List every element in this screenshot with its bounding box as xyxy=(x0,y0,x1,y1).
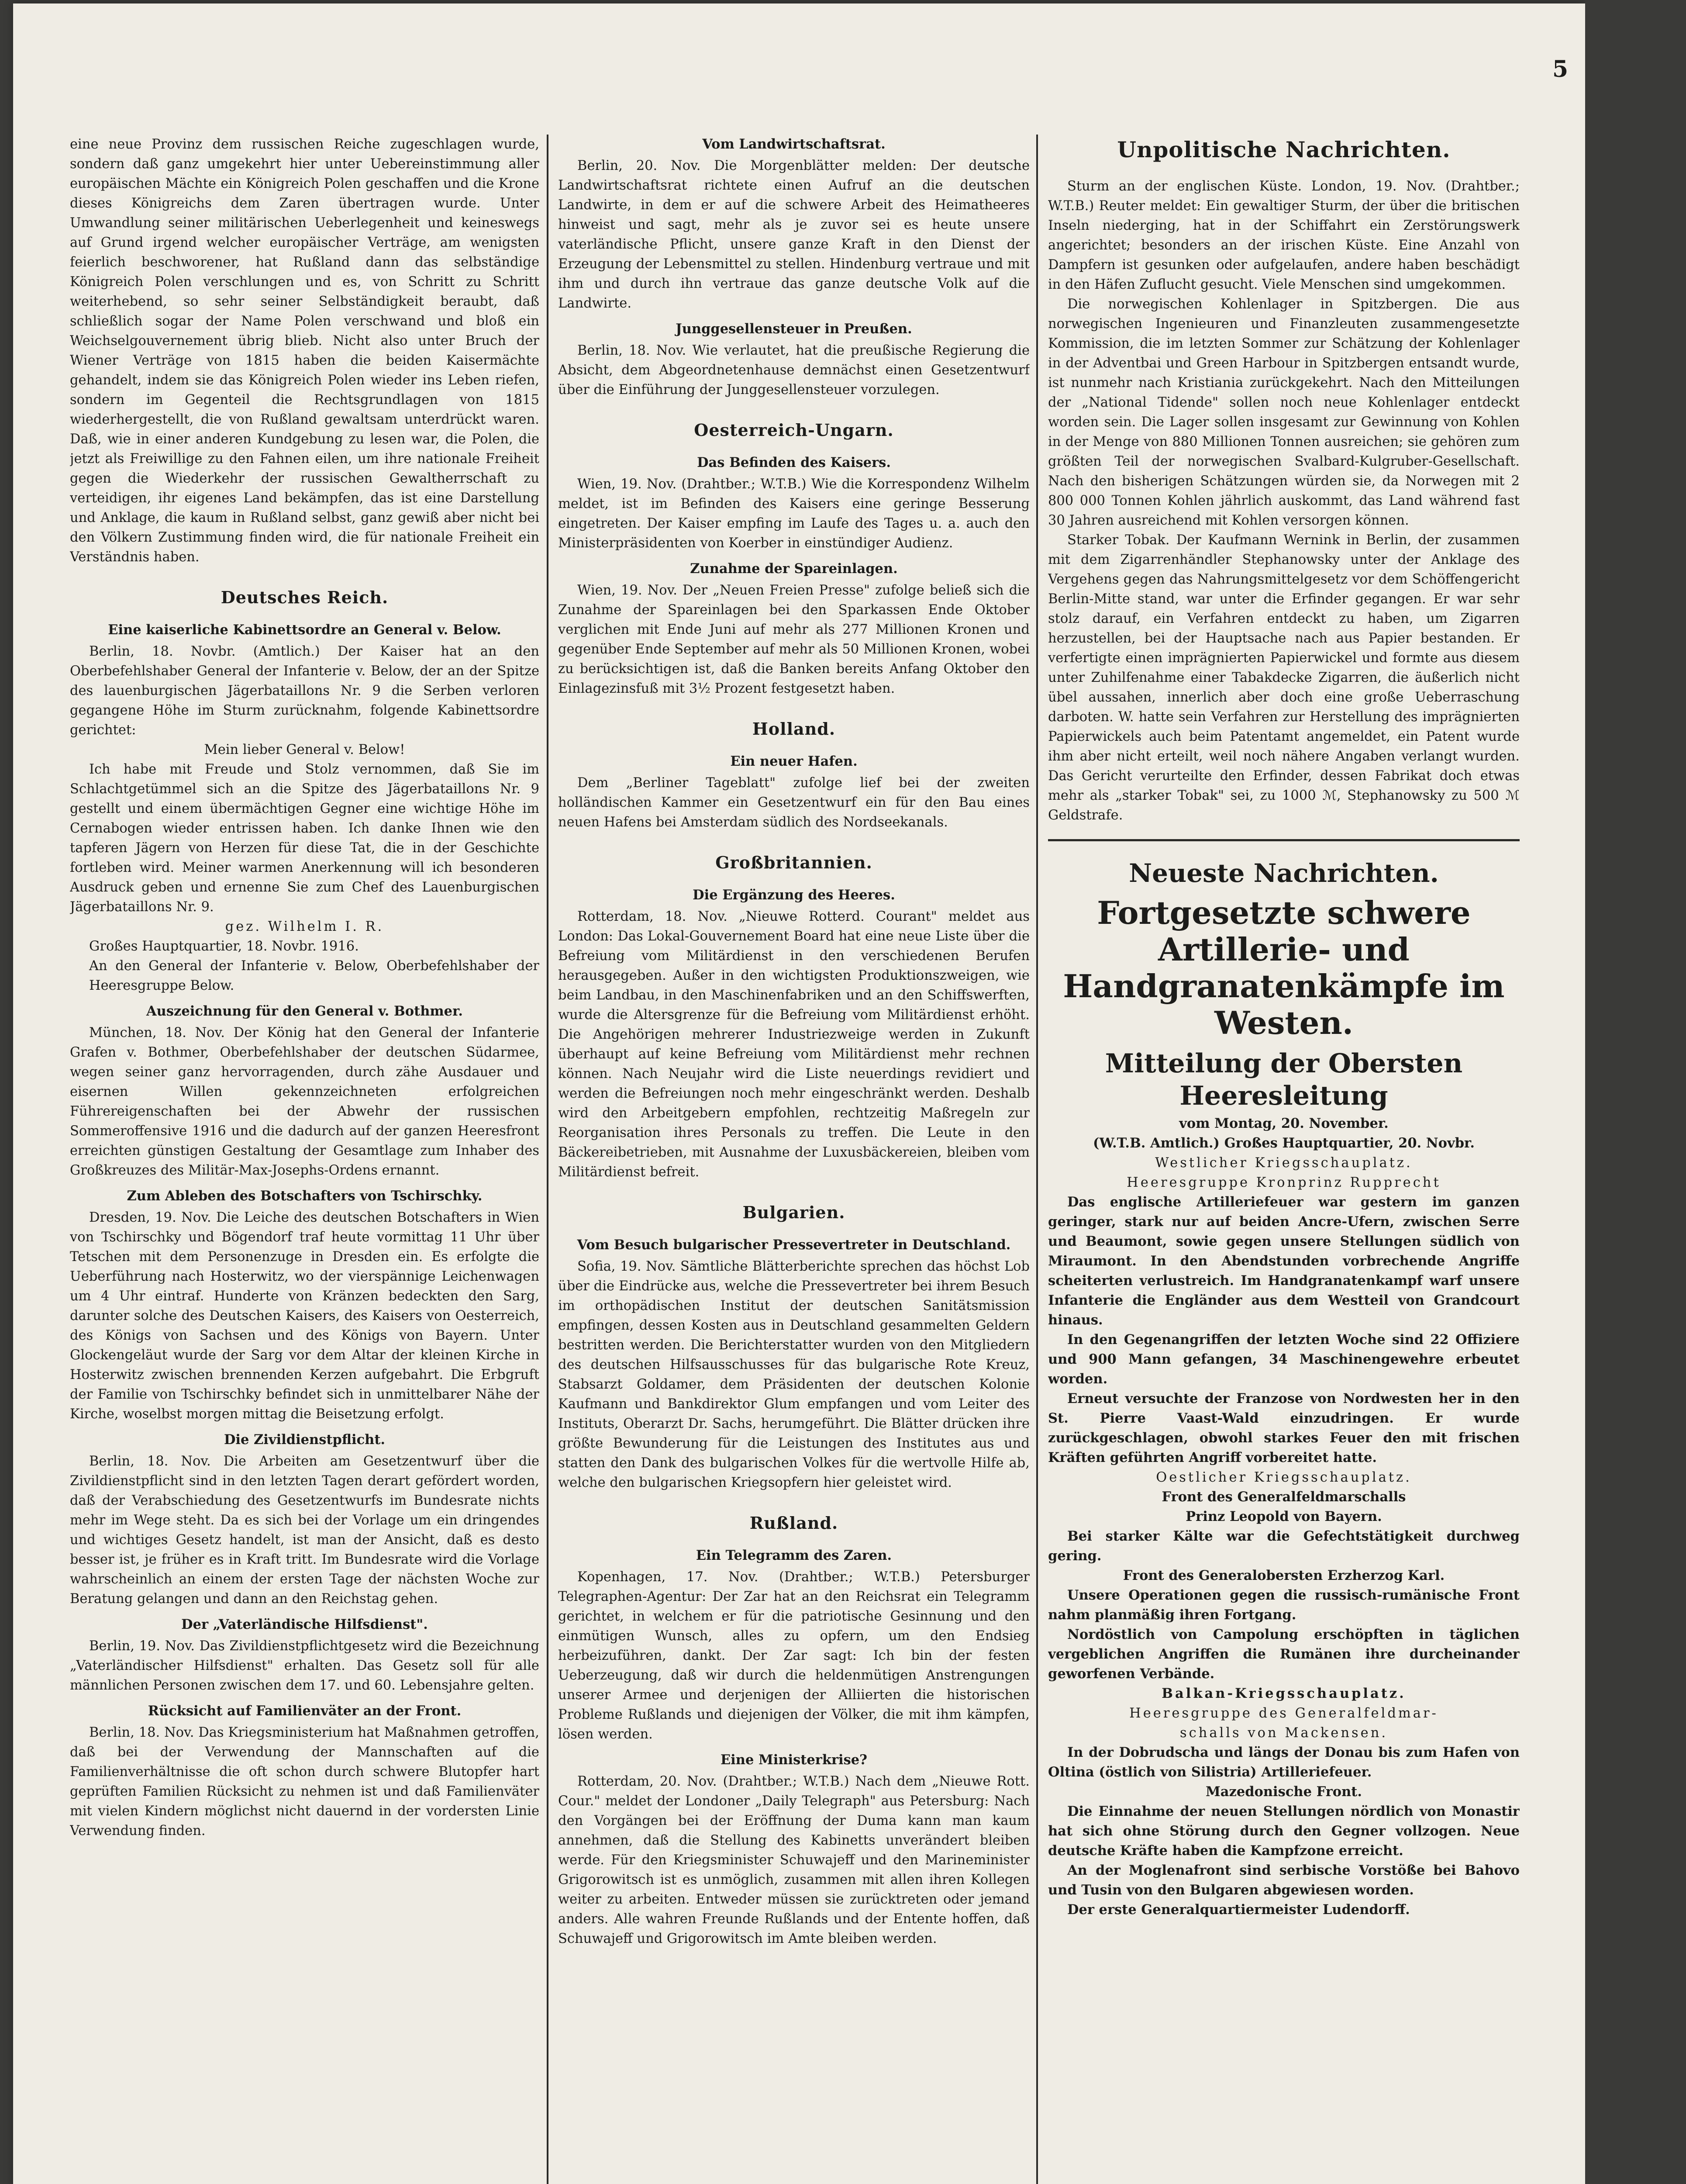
theater-heading: Balkan-Kriegsschauplatz. xyxy=(1162,1686,1406,1701)
article-text: Dresden, 19. Nov. Die Leiche des deutschen Botschafters in Wien von Tschirschky und Bögendorf traf heute vormittag 11 Uhr über Tetschen mit dem Personenzuge in Dresden ein. Es erfolgte die Ueberführung nach Hosterwitz, wo der vierspännige Leichenwagen um 4 Uhr eintraf. Hunderte von Kränzen bedeckten den Sarg, darunter solche des Deutschen Kaisers, des Kaisers von Oesterreich, des Königs von Sachsen und des Königs von Bayern. Unter Glockengeläut wurde der Sarg vor dem Altar der kleinen Kirche in Hosterwitz zwischen brennenden Kerzen aufgebahrt. Die Erbgruft der Familie von Tschirschky befindet sich in unmittelbarer Nähe der Kirche, woselbst morgen mittag die Beisetzung erfolgt. xyxy=(70,1210,539,1422)
section-heading: Holland. xyxy=(752,719,836,739)
article-text: Rotterdam, 18. Nov. „Nieuwe Rotterd. Courant" meldet aus London: Das Lokal-Gouvernement Board hat eine neue Liste über die Befreiung vom Militärdienst in den verschiedenen Berufen herausgegeben. Außer in den wichtigsten Produktionszweigen, wie beim Landbau, in den Maschinenfabriken und an den Schiffswerften, wurde die Altersgrenze für die Befreiung vom Militärdienst erhöht. Die Angehörigen mehrerer Industriezweige werden in Zukunft überhaupt auf keine Befreiung vom Militärdienst mehr rechnen können. Nach Neujahr wird die Liste neuerdings revidiert und werden die Befreiungen noch mehr eingeschränkt werden. Deshalb wird den Arbeitgebern empfohlen, rechtzeitig Maßregeln zur Reorganisation ihres Personals zu treffen. Die Leute in den Bäckereibetrieben, mit Ausnahme der Luxusbäckereien, bleiben vom Militärdienst befreit. xyxy=(558,909,1030,1180)
theater-heading: Mazedonische Front. xyxy=(1205,1784,1362,1800)
column-2 xyxy=(558,135,1030,2184)
article-text: An den General der Infanterie v. Below, Oberbefehlshaber der Heeresgruppe Below. xyxy=(89,958,539,993)
article-heading: Zunahme der Spareinlagen. xyxy=(690,561,898,577)
article-text: Dem „Berliner Tageblatt" zufolge lief bei der zweiten holländischen Kammer ein Gesetzentwurf ein für den Bau eines neuen Hafens bei Amsterdam südlich des Nordseekanals. xyxy=(558,775,1030,830)
article-text: Berlin, 19. Nov. Das Zivildienstpflichtgesetz wird die Bezeichnung „Vaterländischer Hilfsdienst" erhalten. Das Gesetz soll für alle männlichen Personen zwischen dem 17. und 60. Lebensjahre gelten. xyxy=(70,1638,539,1693)
article-heading: Eine Ministerkrise? xyxy=(720,1752,868,1768)
report-text: In der Dobrudscha und längs der Donau bis zum Hafen von Oltina (östlich von Silistria) Artilleriefeuer. xyxy=(1048,1745,1520,1780)
divider xyxy=(1048,839,1520,841)
article-text: Berlin, 18. Nov. Wie verlautet, hat die preußische Regierung die Absicht, dem Abgeordnetenhause demnächst einen Gesetzentwurf über die Einführung der Junggesellensteuer vorzulegen. xyxy=(558,343,1030,397)
section-heading: Oesterreich-Ungarn. xyxy=(694,420,894,440)
theater-heading: Westlicher Kriegsschauplatz. xyxy=(1155,1155,1413,1171)
group-heading: Front des Generalobersten Erzherzog Karl. xyxy=(1123,1568,1445,1583)
column-3 xyxy=(1048,135,1520,2184)
section-heading: Deutsches Reich. xyxy=(221,587,389,607)
report-text: Die Einnahme der neuen Stellungen nördlich von Monastir hat sich ohne Störung durch den Gegner vollzogen. Neue deutsche Kräfte haben die Kampfzone erreicht. xyxy=(1048,1804,1520,1859)
headline: Neueste Nachrichten. xyxy=(1129,858,1439,888)
subheadline: vom Montag, 20. November. xyxy=(1179,1116,1389,1131)
group-heading: Heeresgruppe Kronprinz Rupprecht xyxy=(1127,1175,1441,1190)
article-text: Berlin, 20. Nov. Die Morgenblätter melden: Der deutsche Landwirtschaftsrat richtete einen Aufruf an die deutschen Landwirte, in dem er auf die schwere Arbeit des Heimatheeres hinweist und sagt, mehr als je zuvor sei es heute unsere vaterländische Pflicht, unsere ganze Kraft in den Dienst der Erzeugung der Lebensmittel zu stellen. Hindenburg vertraue und mit ihm und durch ihn vertraue das ganze deutsche Volk auf die Landwirte. xyxy=(558,158,1030,311)
article-text: Berlin, 18. Nov. Die Arbeiten am Gesetzentwurf über die Zivildienstpflicht sind in den letzten Tagen derart gefördert worden, daß der Verabschiedung des Gesetzentwurfs im Bundesrate nichts mehr im Wege steht. Da es sich bei der Vorlage um ein dringendes und wichtiges Gesetz handelt, ist man der Ansicht, daß es desto besser ist, je früher es in Kraft tritt. Im Bundesrate wird die Vorlage wahrscheinlich an einem der ersten Tage der nächsten Woche zur Beratung gelangen und dann an den Reichstag gehen. xyxy=(70,1454,539,1607)
article-text: Wien, 19. Nov. (Drahtber.; W.T.B.) Wie die Korrespondenz Wilhelm meldet, ist im Befinden des Kaisers eine geringe Besserung eingetreten. Der Kaiser empfing im Laufe des Tages u. a. auch den Ministerpräsidenten von Koerber in einstündiger Audienz. xyxy=(558,477,1030,551)
report-text: Unsere Operationen gegen die russisch-rumänische Front nahm planmäßig ihren Fortgang. xyxy=(1048,1587,1520,1623)
group-heading: Heeresgruppe des Generalfeldmar- xyxy=(1129,1706,1438,1721)
article-text: eine neue Provinz dem russischen Reiche zugeschlagen wurde, sondern daß ganz umgekehrt hier unter Uebereinstimmung aller europäischen Mächte ein Königreich Polen geschaffen und die Krone dieses Königreichs dem Zaren übertragen wurde. Unter Umwandlung seiner militärischen Ueberlegenheit und keineswegs auf Grund irgend welcher europäischer Verträge, am wenigsten feierlich beschworener, hat Rußland dann das selbständige Königreich Polen verschlungen und es, von Schritt zu Schritt weiterhebend, so sehr seiner Selbständigkeit beraubt, daß schließlich sogar der Name Polen verschwand und bloß ein Weichselgouvernement übrig blieb. Nicht also unter Bruch der Wiener Verträge von 1815 haben die beiden Kaisermächte gehandelt, indem sie das Königreich Polen wieder ins Leben riefen, sondern im Gegenteil die Rechtsgrundlagen von 1815 wiederhergestellt, die von Rußland gewaltsam unterdrückt waren. Daß, wie in einer anderen Kundgebung zu lesen war, die Polen, die jetzt als Freiwillige zu den Fahnen eilen, um ihre nationale Freiheit gegen die Wiederkehr der russischen Gewaltherrschaft zu verteidigen, ihr eigenes Land bekämpfen, das ist eine Darstellung und Anklage, die kaum in Rußland selbst, ganz gewiß aber nicht bei den Völkern Zustimmung finden wird, die für nationale Freiheit ein Verständnis haben. xyxy=(70,137,539,565)
report-text: Bei starker Kälte war die Gefechtstätigkeit durchweg gering. xyxy=(1048,1528,1520,1564)
article-heading: Vom Landwirtschaftsrat. xyxy=(702,136,886,152)
newspaper-page xyxy=(13,3,1585,2184)
article-text: Starker Tobak. Der Kaufmann Wernink in Berlin, der zusammen mit dem Zigarrenhändler Stephanowsky unter der Anklage des Vergehens gegen das Nahrungsmittelgesetz vor dem Schöffengericht Berlin-Mitte stand, war unter die Erfinder gegangen. Er war sehr stolz darauf, ein Verfahren entdeckt zu haben, um Zigarren herzustellen, bei der Hauptsache nach aus Papier bestanden. Er verfertigte einen imprägnierten Papierwickel und formte aus diesem unter Zuhilfenahme einer Tabakdecke Zigarren, die äußerlich nicht übel aussahen, innerlich aber doch eine große Ueberraschung darboten. W. hatte sein Verfahren zur Herstellung des imprägnierten Papierwickels auch beim Patentamt angemeldet, ein Patent wurde ihm aber nicht erteilt, weil noch nähere Angaben verlangt wurden. Das Gericht verurteilte den Erfinder, dessen Fabrikat doch etwas mehr als „starker Tobak" sei, zu 1000 ℳ, Stephanowsky zu 500 ℳ Geldstrafe. xyxy=(1048,532,1520,823)
headline: Fortgesetzte schwere Artillerie- und Handgranatenkämpfe im Westen. xyxy=(1063,894,1505,1041)
group-heading: Prinz Leopold von Bayern. xyxy=(1186,1509,1382,1524)
column-1 xyxy=(70,135,539,2184)
article-text: Großes Hauptquartier, 18. Novbr. 1916. xyxy=(89,939,359,954)
section-heading: Unpolitische Nachrichten. xyxy=(1117,137,1451,162)
group-heading: schalls von Mackensen. xyxy=(1179,1725,1388,1741)
report-text: Das englische Artilleriefeuer war gestern im ganzen geringer, stark nur auf beiden Ancre-Ufern, zwischen Serre und Beaumont, sowie gegen unsere Stellungen südlich von Miraumont. In den Abendstunden vorbrechende Angriffe scheiterten verlustreich. Im Handgranatenkampf warf unsere Infanterie die Engländer aus dem Westteil von Grandcourt hinaus. xyxy=(1048,1194,1520,1328)
report-text: An der Moglenafront sind serbische Vorstöße bei Bahovo und Tusin von den Bulgaren abgewiesen worden. xyxy=(1048,1863,1520,1898)
section-heading: Rußland. xyxy=(749,1513,838,1533)
article-text: München, 18. Nov. Der König hat den General der Infanterie Grafen v. Bothmer, Oberbefehlshaber der deutschen Südarmee, wegen seiner ganz hervorragenden, durch zähe Ausdauer und eisernen Willen gekennzeichneten erfolgreichen Führereigenschaften bei der Abwehr der russischen Sommeroffensive 1916 und die dadurch auf der ganzen Heeresfront erreichten günstigen Gestaltung der Gesamtlage zum Inhaber des Großkreuzes des Militär-Max-Josephs-Ordens ernannt. xyxy=(70,1025,539,1178)
article-heading: Rücksicht auf Familienväter an der Front. xyxy=(148,1703,462,1719)
article-heading: Eine kaiserliche Kabinettsordre an General v. Below. xyxy=(108,622,501,638)
column-rule xyxy=(547,135,548,2184)
group-heading: Front des Generalfeldmarschalls xyxy=(1162,1489,1406,1505)
column-rule xyxy=(1036,135,1038,2184)
article-heading: Das Befinden des Kaisers. xyxy=(697,455,891,470)
article-heading: Ein neuer Hafen. xyxy=(730,753,858,769)
article-text: Sofia, 19. Nov. Sämtliche Blätterberichte sprechen das höchst Lob über die Eindrücke aus, welche die Pressevertreter bei ihrem Besuch im orthopädischen Institut der deutschen Sanitätsmission empfingen, dessen Kosten aus in Deutschland gesammelten Geldern bestritten werden. Die Berichterstatter wurden von den Mitgliedern des deutschen Hilfsausschusses für das bulgarische Rote Kreuz, Stabsarzt Goldamer, dem Präsidenten der deutschen Kolonie Kaufmann und Bankdirektor Glum empfangen und vom Leiter des Instituts, Oberarzt Dr. Sachs, herumgeführt. Die Blätter drücken ihre größte Bewunderung für die Leistungen des Institutes aus und statten den Dank des bulgarischen Volkes für die wertvolle Hilfe ab, welche den bulgarischen Kriegsopfern hier geleistet wird. xyxy=(558,1259,1030,1490)
section-heading: Bulgarien. xyxy=(742,1203,845,1222)
article-text: Kopenhagen, 17. Nov. (Drahtber.; W.T.B.) Petersburger Telegraphen-Agentur: Der Zar hat an den Reichsrat ein Telegramm gerichtet, in welchem er für die patriotische Gesinnung und den einmütigen Wunsch, alles zu opfern, um den Endsieg herbeizuführen, dankt. Der Zar sagt: Ich bin der festen Ueberzeugung, daß wir durch die heldenmütigen Anstrengungen unserer Armee und derjenigen der Alliierten die historischen Probleme Rußlands und diejenigen der Völker, die mit ihm kämpfen, lösen werden. xyxy=(558,1569,1030,1742)
article-heading: Ein Telegramm des Zaren. xyxy=(696,1548,892,1563)
signature: Der erste Generalquartiermeister Ludendorff. xyxy=(1067,1902,1410,1918)
article-heading: Junggesellensteuer in Preußen. xyxy=(676,321,912,337)
report-text: Erneut versuchte der Franzose von Nordwesten her in den St. Pierre Vaast-Wald einzudringen. Er wurde zurückgeschlagen, obwohl starkes Feuer den mit frischen Kräften geführten Angriff vorbereitet hatte. xyxy=(1048,1391,1520,1465)
article-heading: Zum Ableben des Botschafters von Tschirschky. xyxy=(127,1188,483,1204)
article-text: Sturm an der englischen Küste. London, 19. Nov. (Drahtber.; W.T.B.) Reuter meldet: Ein gewaltiger Sturm, der über die britischen Inseln niederging, hat in der Schiffahrt ein Zerstörungswerk angerichtet; besonders an der irischen Küste. Eine Anzahl von Dampfern ist gesunken oder aufgelaufen, andere haben beschädigt in den Häfen Zuflucht gesucht. Viele Menschen sind umgekommen. xyxy=(1048,179,1520,292)
article-text: Berlin, 18. Nov. Das Kriegsministerium hat Maßnahmen getroffen, daß bei der Verwendung der Mannschaften auf die Familienverhältnisse die oft schon durch schwere Blutopfer hart geprüften Familien Rücksicht zu nehmen ist und daß Familienväter mit vielen Kindern möglichst nicht dauernd in der vordersten Linie Verwendung finden. xyxy=(70,1725,539,1838)
article-heading: Die Ergänzung des Heeres. xyxy=(693,887,895,903)
article-heading: Vom Besuch bulgarischer Pressevertreter in Deutschland. xyxy=(577,1237,1011,1253)
scan-background xyxy=(1585,0,1686,2184)
article-text: Ich habe mit Freude und Stolz vernommen, daß Sie im Schlachtgetümmel sich an die Spitze des Jägerbataillons Nr. 9 gestellt und einem übermächtigen Gegner eine wichtige Höhe im Cernabogen wieder entrissen haben. Ich danke Ihnen wie den tapferen Jägern von Herzen für diese Tat, die in der Geschichte fortleben wird. Meiner warmen Anerkennung will ich besonderen Ausdruck geben und ernenne Sie zum Chef des Lauenburgischen Jägerbataillons Nr. 9. xyxy=(70,762,539,915)
article-heading: Die Zivildienstpflicht. xyxy=(224,1432,386,1448)
article-text: Mein lieber General v. Below! xyxy=(204,742,405,757)
article-heading: Auszeichnung für den General v. Bothmer. xyxy=(146,1003,463,1019)
article-text: Wien, 19. Nov. Der „Neuen Freien Presse" zufolge beließ sich die Zunahme der Spareinlagen bei den Sparkassen Ende Oktober verglichen mit Ende Juni auf mehr als 277 Millionen Kronen und gegenüber Ende September auf mehr als 50 Millionen Kronen, wobei zu berücksichtigen ist, daß die Banken bereits Anfang Oktober den Einlagezinsfuß mit 3½ Prozent festgesetzt haben. xyxy=(558,583,1030,696)
signature: gez. Wilhelm I. R. xyxy=(225,919,384,934)
article-text: Rotterdam, 20. Nov. (Drahtber.; W.T.B.) Nach dem „Nieuwe Rott. Cour." meldet der Londoner „Daily Telegraph" aus Petersburg: Nach den Vorgängen bei der Eröffnung der Duma kann man kaum annehmen, daß die Stellung des Kabinetts unverändert bleiben werde. Für den Kriegsminister Schuwajeff und den Marineminister Grigorowitsch ist es unmöglich, zusammen mit allen ihren Kollegen weiter zu arbeiten. Entweder müssen sie zurücktreten oder jemand anders. Alle wahren Freunde Rußlands und der Entente hoffen, daß Schuwajeff und Grigorowitsch im Amte bleiben werden. xyxy=(558,1774,1030,1946)
page-number: 5 xyxy=(1552,56,1569,83)
dateline: (W.T.B. Amtlich.) Großes Hauptquartier, 20. Novbr. xyxy=(1093,1135,1475,1151)
section-heading: Großbritannien. xyxy=(715,853,872,872)
article-heading: Der „Vaterländische Hilfsdienst". xyxy=(181,1617,428,1632)
article-text: Die norwegischen Kohlenlager in Spitzbergen. Die aus norwegischen Ingenieuren und Finanzleuten zusammengesetzte Kommission, die im letzten Sommer zur Schätzung der Kohlenlager in der Adventbai und Green Harbour in Spitzbergen entsandt wurde, ist nunmehr nach Kristiania zurückgekehrt. Nach den Mitteilungen der „National Tidende" sollen noch neue Kohlenlager entdeckt worden sein. Die Lager sollen insgesamt zur Gewinnung von Kohlen in der Menge von 880 Millionen Tonnen ausreichen; sie gehören zum größten Teil der norwegischen Svalbard-Kulgruber-Gesellschaft. Nach den bisherigen Schätzungen würden sie, da Norwegen mit 2 800 000 Tonnen Kohlen jährlich auskommt, das Land während fast 30 Jahren ausreichend mit Kohlen versorgen können. xyxy=(1048,297,1520,528)
report-text: Nordöstlich von Campolung erschöpften in täglichen vergeblichen Angriffen die Rumänen ihre durcheinander geworfenen Verbände. xyxy=(1048,1627,1520,1682)
theater-heading: Oestlicher Kriegsschauplatz. xyxy=(1156,1470,1412,1485)
headline: Mitteilung der Obersten Heeresleitung xyxy=(1105,1048,1463,1111)
article-text: Berlin, 18. Novbr. (Amtlich.) Der Kaiser hat an den Oberbefehlshaber General der Infanterie v. Below, der an der Spitze des lauenburgischen Jägerbataillons Nr. 9 die Serben verloren gegangene Höhe im Sturm zurücknahm, folgende Kabinettsordre gerichtet: xyxy=(70,644,539,738)
report-text: In den Gegenangriffen der letzten Woche sind 22 Offiziere und 900 Mann gefangen, 34 Maschinengewehre erbeutet worden. xyxy=(1048,1332,1520,1387)
